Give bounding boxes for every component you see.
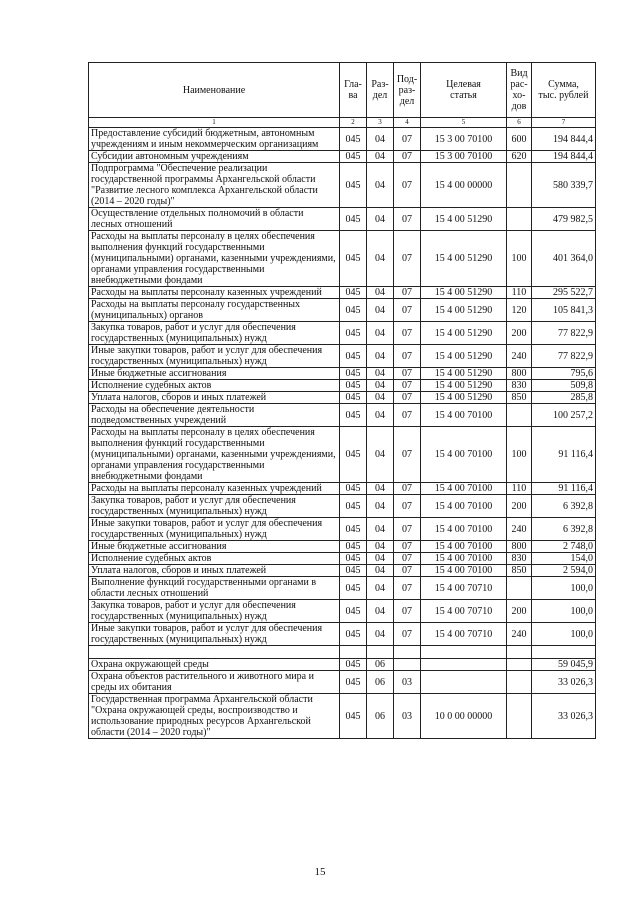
cell-sum: 77 822,9 [532, 322, 596, 345]
table-row [89, 565, 596, 577]
cell-name: Расходы на выплаты персоналу государственных (муниципальных) органов [89, 299, 340, 322]
cell-razdel: 04 [367, 600, 394, 623]
cell-podrazdel: 07 [394, 368, 421, 380]
cell-razdel: 04 [367, 495, 394, 518]
cell-podrazdel: 07 [394, 322, 421, 345]
cell-target: 15 4 00 51290 [421, 392, 507, 404]
cell-name: Уплата налогов, сборов и иных платежей [89, 392, 340, 404]
page-number: 15 [314, 866, 326, 878]
cell-target: 15 4 00 00000 [421, 163, 507, 208]
cell-glava: 045 [340, 659, 367, 671]
cell-sum: 100,0 [532, 577, 596, 600]
table-row [89, 322, 596, 345]
table-row [89, 368, 596, 380]
table-row [89, 151, 596, 163]
cell-razdel: 04 [367, 404, 394, 427]
cell-razdel: 06 [367, 659, 394, 671]
cell-name: Охрана объектов растительного и животного мира и среды их обитания [89, 671, 340, 694]
cell-sum: 100,0 [532, 623, 596, 646]
cell-target: 15 4 00 70100 [421, 404, 507, 427]
cell-vid: 850 [507, 565, 532, 577]
cell-target: 15 4 00 70710 [421, 623, 507, 646]
cell-glava: 045 [340, 671, 367, 694]
cell-target: 15 4 00 70710 [421, 577, 507, 600]
cell-sum: 401 364,0 [532, 231, 596, 287]
cell-name: Иные закупки товаров, работ и услуг для обеспечения государственных (муниципальных) нужд [89, 623, 340, 646]
cell-podrazdel: 07 [394, 623, 421, 646]
cell-vid [507, 671, 532, 694]
cell-target: 15 4 00 51290 [421, 231, 507, 287]
cell-target: 15 4 00 70100 [421, 565, 507, 577]
cell-vid: 240 [507, 623, 532, 646]
cell-podrazdel: 07 [394, 565, 421, 577]
cell-sum: 479 982,5 [532, 208, 596, 231]
table-row [89, 404, 596, 427]
cell-razdel: 04 [367, 299, 394, 322]
cell-razdel: 04 [367, 483, 394, 495]
cell-razdel: 04 [367, 345, 394, 368]
cell-glava: 045 [340, 368, 367, 380]
cell-razdel: 04 [367, 163, 394, 208]
table-row [89, 392, 596, 404]
cell-sum: 77 822,9 [532, 345, 596, 368]
cell-razdel: 06 [367, 694, 394, 739]
cell-glava: 045 [340, 600, 367, 623]
cell-sum: 194 844,4 [532, 151, 596, 163]
cell-target: 10 0 00 00000 [421, 694, 507, 739]
cell-name: Расходы на выплаты персоналу в целях обеспечения выполнения функций государственными (муниципальными) органами, казенными учреждениями, органами управления государственными внебюджетными фондами [89, 231, 340, 287]
cell-razdel: 04 [367, 518, 394, 541]
cell-name: Подпрограмма "Обеспечение реализации государственной программы Архангельской области "Развитие лесного комплекса Архангельской области (2014 – 2020 годы)" [89, 163, 340, 208]
cell-name: Расходы на выплаты персоналу казенных учреждений [89, 483, 340, 495]
cell-sum: 91 116,4 [532, 427, 596, 483]
cell-glava: 045 [340, 345, 367, 368]
cell-podrazdel: 07 [394, 380, 421, 392]
table-row [89, 553, 596, 565]
cell-glava: 045 [340, 694, 367, 739]
cell-glava: 045 [340, 577, 367, 600]
cell-target: 15 4 00 70710 [421, 600, 507, 623]
cell-podrazdel: 07 [394, 553, 421, 565]
cell-sum: 2 594,0 [532, 565, 596, 577]
column-number: 4 [394, 118, 421, 128]
header-razdel: Раз- дел [367, 63, 394, 118]
cell-podrazdel: 03 [394, 671, 421, 694]
cell-vid: 620 [507, 151, 532, 163]
cell-razdel: 04 [367, 392, 394, 404]
cell-sum: 33 026,3 [532, 694, 596, 739]
cell-glava: 045 [340, 231, 367, 287]
cell-target: 15 4 00 51290 [421, 368, 507, 380]
cell-vid: 100 [507, 231, 532, 287]
header-glava: Гла- ва [340, 63, 367, 118]
cell-podrazdel: 07 [394, 495, 421, 518]
cell-target: 15 4 00 70100 [421, 495, 507, 518]
cell-vid: 240 [507, 345, 532, 368]
cell-sum: 59 045,9 [532, 659, 596, 671]
cell-podrazdel: 07 [394, 287, 421, 299]
cell-podrazdel: 07 [394, 404, 421, 427]
cell-sum: 6 392,8 [532, 518, 596, 541]
table-row [89, 128, 596, 151]
cell-razdel [367, 646, 394, 659]
cell-vid: 800 [507, 541, 532, 553]
column-number: 6 [507, 118, 532, 128]
cell-razdel: 04 [367, 623, 394, 646]
cell-target: 15 3 00 70100 [421, 128, 507, 151]
cell-vid [507, 163, 532, 208]
cell-target: 15 3 00 70100 [421, 151, 507, 163]
cell-podrazdel: 07 [394, 163, 421, 208]
cell-vid [507, 646, 532, 659]
cell-sum: 105 841,3 [532, 299, 596, 322]
cell-target: 15 4 00 51290 [421, 299, 507, 322]
header-row [89, 63, 596, 118]
column-number: 7 [532, 118, 596, 128]
cell-razdel: 04 [367, 541, 394, 553]
cell-glava: 045 [340, 495, 367, 518]
cell-vid: 600 [507, 128, 532, 151]
cell-glava: 045 [340, 553, 367, 565]
cell-podrazdel: 03 [394, 694, 421, 739]
cell-glava: 045 [340, 427, 367, 483]
cell-target [421, 646, 507, 659]
cell-target: 15 4 00 51290 [421, 345, 507, 368]
cell-podrazdel: 07 [394, 600, 421, 623]
cell-name: Иные бюджетные ассигнования [89, 541, 340, 553]
cell-razdel: 04 [367, 368, 394, 380]
table-row [89, 287, 596, 299]
cell-name: Иные закупки товаров, работ и услуг для обеспечения государственных (муниципальных) нужд [89, 345, 340, 368]
cell-sum [532, 646, 596, 659]
table-row [89, 299, 596, 322]
cell-glava: 045 [340, 151, 367, 163]
header-name: Наименование [89, 63, 340, 118]
cell-podrazdel: 07 [394, 345, 421, 368]
cell-name: Закупка товаров, работ и услуг для обеспечения государственных (муниципальных) нужд [89, 322, 340, 345]
cell-glava: 045 [340, 380, 367, 392]
cell-name: Иные бюджетные ассигнования [89, 368, 340, 380]
cell-sum: 795,6 [532, 368, 596, 380]
cell-razdel: 06 [367, 671, 394, 694]
header-podrazdel: Под- раз- дел [394, 63, 421, 118]
cell-sum: 285,8 [532, 392, 596, 404]
cell-glava: 045 [340, 623, 367, 646]
cell-glava: 045 [340, 287, 367, 299]
cell-name [89, 646, 340, 659]
cell-name: Предоставление субсидий бюджетным, автономным учреждениям и иным некоммерческим организациям [89, 128, 340, 151]
cell-name: Исполнение судебных актов [89, 380, 340, 392]
cell-name: Государственная программа Архангельской области "Охрана окружающей среды, воспроизводство и использование природных ресурсов Архангельской области (2014 – 2020 годы)" [89, 694, 340, 739]
cell-razdel: 04 [367, 231, 394, 287]
cell-sum: 154,0 [532, 553, 596, 565]
cell-name: Субсидии автономным учреждениям [89, 151, 340, 163]
cell-name: Расходы на выплаты персоналу казенных учреждений [89, 287, 340, 299]
cell-razdel: 04 [367, 577, 394, 600]
table-body [89, 128, 596, 739]
table-row [89, 518, 596, 541]
table-row [89, 208, 596, 231]
cell-vid: 110 [507, 287, 532, 299]
cell-name: Расходы на выплаты персоналу в целях обеспечения выполнения функций государственными (муниципальными) органами, казенными учреждениями, органами управления государственными внебюджетными фондами [89, 427, 340, 483]
cell-sum: 100,0 [532, 600, 596, 623]
cell-vid: 200 [507, 322, 532, 345]
cell-glava: 045 [340, 208, 367, 231]
cell-vid: 830 [507, 380, 532, 392]
cell-target: 15 4 00 70100 [421, 553, 507, 565]
table-row [89, 659, 596, 671]
header-target: Целевая статья [421, 63, 507, 118]
cell-target: 15 4 00 51290 [421, 322, 507, 345]
cell-glava: 045 [340, 483, 367, 495]
table-row [89, 577, 596, 600]
table-row [89, 600, 596, 623]
cell-glava: 045 [340, 392, 367, 404]
cell-name: Осуществление отдельных полномочий в области лесных отношений [89, 208, 340, 231]
header-sum: Сумма, тыс. рублей [532, 63, 596, 118]
cell-glava: 045 [340, 541, 367, 553]
cell-podrazdel: 07 [394, 208, 421, 231]
column-number-row [89, 118, 596, 128]
column-number: 2 [340, 118, 367, 128]
cell-razdel: 04 [367, 427, 394, 483]
cell-sum: 33 026,3 [532, 671, 596, 694]
cell-target: 15 4 00 51290 [421, 380, 507, 392]
cell-name: Расходы на обеспечение деятельности подведомственных учреждений [89, 404, 340, 427]
cell-name: Исполнение судебных актов [89, 553, 340, 565]
header-vid: Вид рас- хо- дов [507, 63, 532, 118]
cell-vid: 110 [507, 483, 532, 495]
column-number: 1 [89, 118, 340, 128]
column-number: 5 [421, 118, 507, 128]
cell-vid: 200 [507, 600, 532, 623]
column-number: 3 [367, 118, 394, 128]
cell-vid [507, 208, 532, 231]
cell-name: Уплата налогов, сборов и иных платежей [89, 565, 340, 577]
cell-razdel: 04 [367, 128, 394, 151]
cell-target: 15 4 00 70100 [421, 541, 507, 553]
cell-razdel: 04 [367, 287, 394, 299]
cell-glava: 045 [340, 322, 367, 345]
budget-table [88, 62, 596, 739]
cell-glava: 045 [340, 404, 367, 427]
cell-sum: 509,8 [532, 380, 596, 392]
cell-vid: 120 [507, 299, 532, 322]
cell-razdel: 04 [367, 553, 394, 565]
cell-glava: 045 [340, 299, 367, 322]
cell-sum: 100 257,2 [532, 404, 596, 427]
cell-podrazdel: 07 [394, 151, 421, 163]
cell-name: Закупка товаров, работ и услуг для обеспечения государственных (муниципальных) нужд [89, 495, 340, 518]
cell-sum: 6 392,8 [532, 495, 596, 518]
cell-podrazdel: 07 [394, 128, 421, 151]
cell-vid: 200 [507, 495, 532, 518]
cell-vid: 850 [507, 392, 532, 404]
cell-target [421, 671, 507, 694]
cell-target: 15 4 00 70100 [421, 427, 507, 483]
cell-podrazdel: 07 [394, 427, 421, 483]
cell-sum: 295 522,7 [532, 287, 596, 299]
cell-vid: 800 [507, 368, 532, 380]
cell-razdel: 04 [367, 151, 394, 163]
cell-target: 15 4 00 51290 [421, 208, 507, 231]
cell-sum: 194 844,4 [532, 128, 596, 151]
cell-target: 15 4 00 70100 [421, 483, 507, 495]
table-row [89, 541, 596, 553]
cell-vid [507, 694, 532, 739]
table-row [89, 427, 596, 483]
cell-razdel: 04 [367, 208, 394, 231]
cell-podrazdel: 07 [394, 231, 421, 287]
cell-name: Охрана окружающей среды [89, 659, 340, 671]
cell-razdel: 04 [367, 565, 394, 577]
table-row [89, 231, 596, 287]
cell-target: 15 4 00 51290 [421, 287, 507, 299]
cell-sum: 91 116,4 [532, 483, 596, 495]
cell-podrazdel: 07 [394, 518, 421, 541]
cell-podrazdel [394, 646, 421, 659]
table-row [89, 345, 596, 368]
cell-podrazdel: 07 [394, 299, 421, 322]
cell-vid: 100 [507, 427, 532, 483]
cell-podrazdel: 07 [394, 541, 421, 553]
cell-razdel: 04 [367, 322, 394, 345]
cell-glava: 045 [340, 128, 367, 151]
cell-glava [340, 646, 367, 659]
cell-vid [507, 577, 532, 600]
cell-sum: 580 339,7 [532, 163, 596, 208]
cell-podrazdel: 07 [394, 392, 421, 404]
cell-podrazdel: 07 [394, 577, 421, 600]
table-row [89, 646, 596, 659]
cell-vid: 240 [507, 518, 532, 541]
cell-glava: 045 [340, 163, 367, 208]
cell-name: Выполнение функций государственными органами в области лесных отношений [89, 577, 340, 600]
table-row [89, 671, 596, 694]
cell-podrazdel: 07 [394, 483, 421, 495]
cell-sum: 2 748,0 [532, 541, 596, 553]
cell-podrazdel [394, 659, 421, 671]
cell-glava: 045 [340, 518, 367, 541]
cell-name: Иные закупки товаров, работ и услуг для обеспечения государственных (муниципальных) нужд [89, 518, 340, 541]
cell-vid [507, 659, 532, 671]
cell-vid [507, 404, 532, 427]
cell-razdel: 04 [367, 380, 394, 392]
table-row [89, 380, 596, 392]
table-row [89, 495, 596, 518]
table-row [89, 694, 596, 739]
cell-vid: 830 [507, 553, 532, 565]
table-row [89, 483, 596, 495]
cell-target: 15 4 00 70100 [421, 518, 507, 541]
cell-name: Закупка товаров, работ и услуг для обеспечения государственных (муниципальных) нужд [89, 600, 340, 623]
cell-glava: 045 [340, 565, 367, 577]
table-row [89, 623, 596, 646]
cell-target [421, 659, 507, 671]
table-row [89, 163, 596, 208]
